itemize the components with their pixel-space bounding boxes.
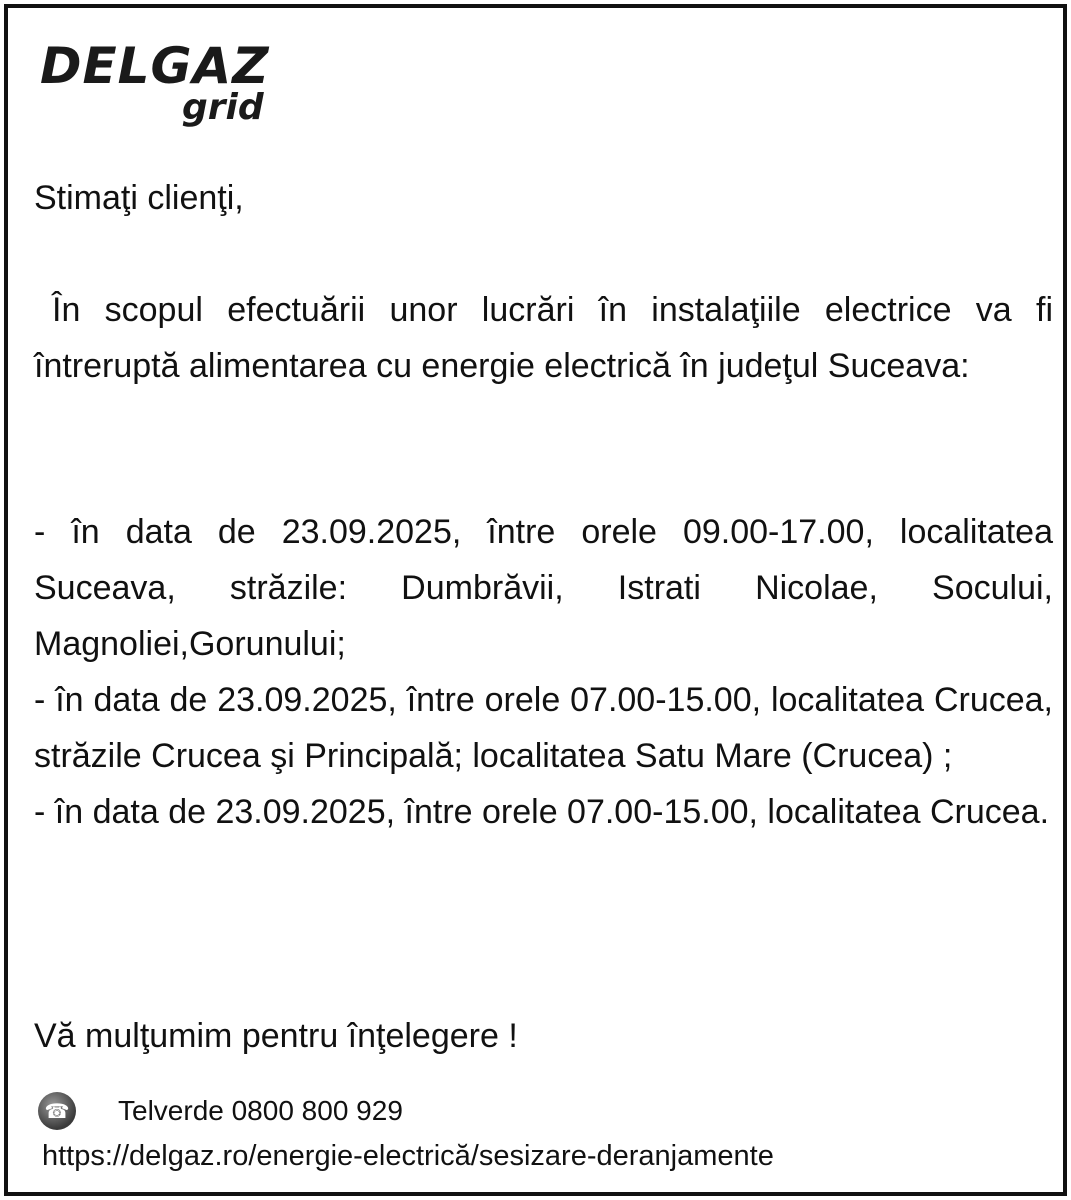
closing-line: Vă mulţumim pentru înţelegere !: [34, 1017, 518, 1055]
phone-icon: ☎: [38, 1092, 76, 1130]
report-url[interactable]: https://delgaz.ro/energie-electrică/sesizare-deranjamente: [42, 1140, 774, 1172]
delgaz-grid-logo: [40, 36, 290, 136]
notice-frame: [4, 4, 1067, 1196]
intro-paragraph: În scopul efectuării unor lucrări în instalaţiile electrice va fi întreruptă alimentarea cu energie electrică în judeţul Suceava:: [34, 291, 1053, 385]
greeting: Stimaţi clienţi,: [34, 179, 244, 217]
logo-brand: DELGAZ: [40, 37, 270, 95]
outage-item: - în data de 23.09.2025, între orele 09.00-17.00, localitatea Suceava, străzile: Dumbrăvii, Istrati Nicolae, Socului, Magnoliei,Gorunului;: [34, 513, 1053, 663]
outage-list: [34, 504, 1053, 840]
phone-contact: [38, 1091, 403, 1131]
outage-item: - în data de 23.09.2025, între orele 07.00-15.00, localitatea Crucea.: [34, 793, 1050, 831]
phone-text: Telverde 0800 800 929: [118, 1095, 403, 1126]
outage-item: - în data de 23.09.2025, între orele 07.00-15.00, localitatea Crucea, străzile Crucea şi Principală; localitatea Satu Mare (Crucea) ;: [34, 681, 1053, 775]
logo-sub: grid: [182, 87, 264, 128]
